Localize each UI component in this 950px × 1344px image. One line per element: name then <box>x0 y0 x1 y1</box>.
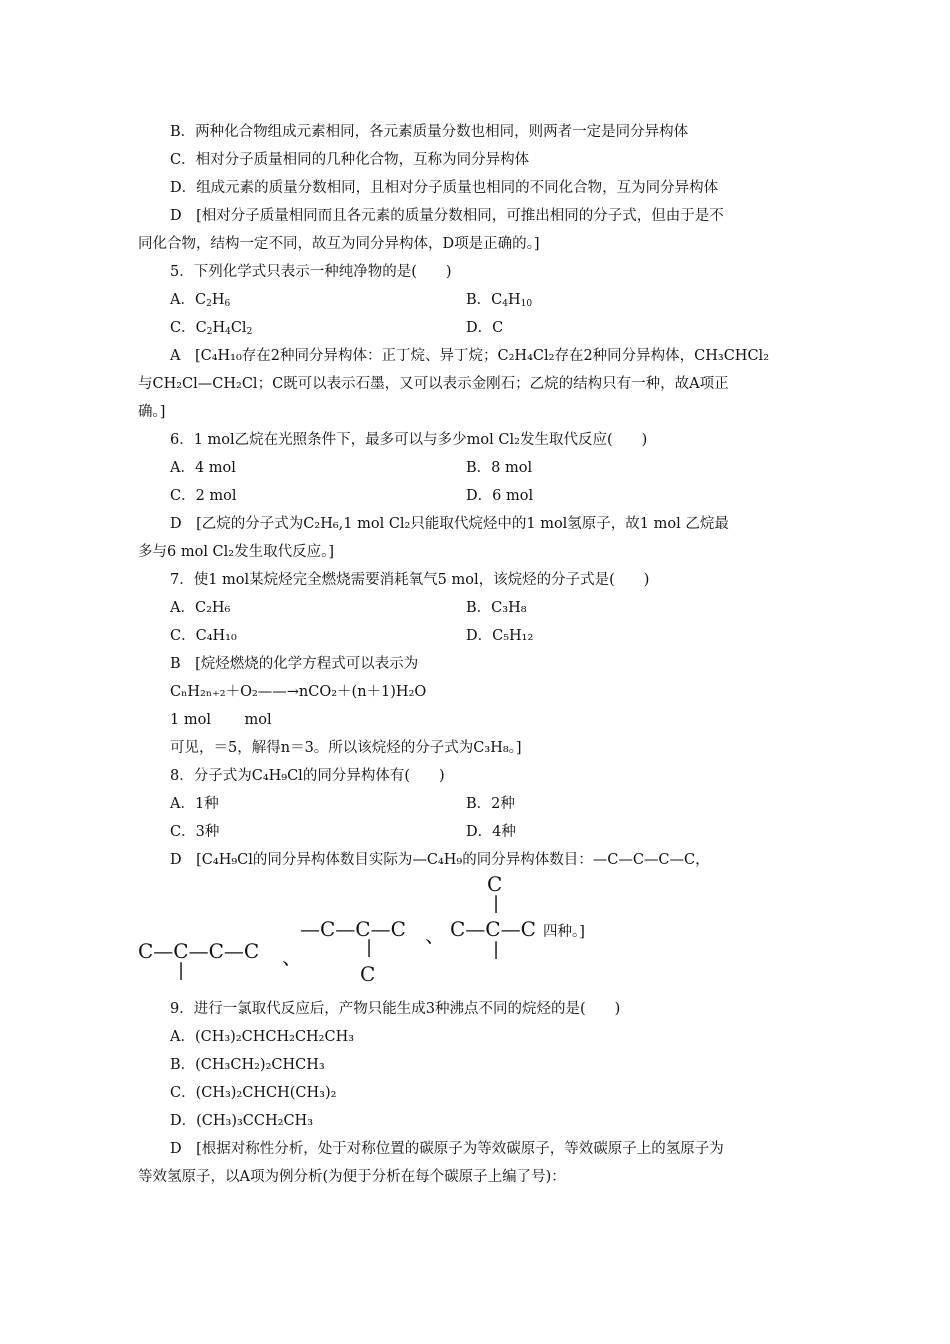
q8-option-a: A．1种 <box>170 796 219 812</box>
separator: 、 <box>425 923 445 947</box>
answer-6-line2: 多与6 mol Cl₂发生取代反应。] <box>138 544 335 560</box>
q5-option-c: C．$C_2H_4Cl_2$ <box>170 320 253 337</box>
answer-7-ratio: 1 mol mol <box>170 712 272 728</box>
answer-5-line1: A [C₄H₁₀存在2种同分异构体：正丁烷、异丁烷；C₂H₄Cl₂存在2种同分异构体，CH₃CHCl₂ <box>170 348 770 364</box>
question-9: 9．进行一氯取代反应后，产物只能生成3种沸点不同的烷烃的是( ) <box>170 1001 621 1017</box>
structure-3-top: C <box>487 872 503 896</box>
answer-7-conclusion: 可见，＝5，解得n＝3。所以该烷烃的分子式为C₃H₈。] <box>170 740 522 756</box>
answer-5-line3: 确。] <box>138 404 166 420</box>
structure-2: —C—C—C <box>300 917 406 941</box>
q5-option-d: D．C <box>466 320 504 336</box>
line-option-b: B．两种化合物组成元素相同，各元素质量分数也相同，则两者一定是同分异构体 <box>170 124 689 140</box>
q6-option-c: C．2 mol <box>170 488 237 504</box>
q8-option-b: B．2种 <box>466 796 515 812</box>
q9-option-d: D．(CH₃)₃CCH₂CH₃ <box>170 1113 314 1129</box>
answer-6-line1: D [乙烷的分子式为C₂H₆,1 mol Cl₂只能取代烷烃中的1 mol氢原子，故1 mol 乙烷最 <box>170 516 729 532</box>
question-6: 6．1 mol乙烷在光照条件下，最多可以与多少mol Cl₂发生取代反应( ) <box>170 432 648 448</box>
answer-9-line2: 等效氢原子，以A项为例分析(为便于分析在每个碳原子上编了号)： <box>138 1169 566 1185</box>
question-8: 8．分子式为C₄H₉Cl的同分异构体有( ) <box>170 768 445 784</box>
answer-5-line2: 与CH₂Cl—CH₂Cl；C既可以表示石墨，又可以表示金刚石；乙烷的结构只有一种，故A项正 <box>138 376 729 392</box>
q9-option-c: C．(CH₃)₂CHCH(CH₃)₂ <box>170 1085 337 1101</box>
separator: 、 <box>282 945 302 969</box>
answer-4-line2: 同化合物，结构一定不同，故互为同分异构体，D项是正确的。] <box>138 236 540 252</box>
q5-option-b: B．$C_4H_{10}$ <box>466 292 533 309</box>
q5-option-a: A．$C_2H_6$ <box>170 292 231 309</box>
answer-4-line1: D [相对分子质量相同而且各元素的质量分数相同，可推出相同的分子式，但由于是不 <box>170 208 724 224</box>
structure-2-sub: C <box>360 962 376 986</box>
structure-1-branch: | <box>178 960 185 981</box>
question-5: 5．下列化学式只表示一种纯净物的是( ) <box>170 264 452 280</box>
structure-3: C—C—C <box>450 917 536 941</box>
structure-3-lower-bar: | <box>493 939 500 960</box>
answer-7-line1: B [烷烃燃烧的化学方程式可以表示为 <box>170 656 419 672</box>
question-7: 7．使1 mol某烷烃完全燃烧需要消耗氧气5 mol，该烷烃的分子式是( ) <box>170 572 650 588</box>
answer-8-line1: D [C₄H₉Cl的同分异构体数目实际为—C₄H₉的同分异构体数目：—C—C—C—C， <box>170 852 710 868</box>
structure-1: C—C—C—C <box>138 939 260 963</box>
q6-option-d: D．6 mol <box>466 488 534 504</box>
structure-2-branch: | <box>366 937 373 958</box>
answer-7-equation: CₙH₂ₙ₊₂＋O₂——→nCO₂＋(n＋1)H₂O <box>170 684 427 700</box>
q7-option-c: C．C₄H₁₀ <box>170 628 237 644</box>
q6-option-b: B．8 mol <box>466 460 533 476</box>
q9-option-a: A．(CH₃)₂CHCH₂CH₂CH₃ <box>170 1029 355 1045</box>
q7-option-b: B．C₃H₈ <box>466 600 527 616</box>
structure-3-upper-bar: | <box>493 893 500 914</box>
answer-9-line1: D [根据对称性分析，处于对称位置的碳原子为等效碳原子，等效碳原子上的氢原子为 <box>170 1141 724 1157</box>
answer-8-end: 四种。] <box>543 924 585 940</box>
q9-option-b: B．(CH₃CH₂)₂CHCH₃ <box>170 1057 325 1073</box>
q7-option-d: D．C₅H₁₂ <box>466 628 534 644</box>
q8-option-d: D．4种 <box>466 824 516 840</box>
line-option-c: C．相对分子质量相同的几种化合物，互称为同分异构体 <box>170 152 530 168</box>
q8-option-c: C．3种 <box>170 824 220 840</box>
q7-option-a: A．C₂H₆ <box>170 600 231 616</box>
line-option-d: D．组成元素的质量分数相同，且相对分子质量也相同的不同化合物，互为同分异构体 <box>170 180 719 196</box>
q6-option-a: A．4 mol <box>170 460 236 476</box>
